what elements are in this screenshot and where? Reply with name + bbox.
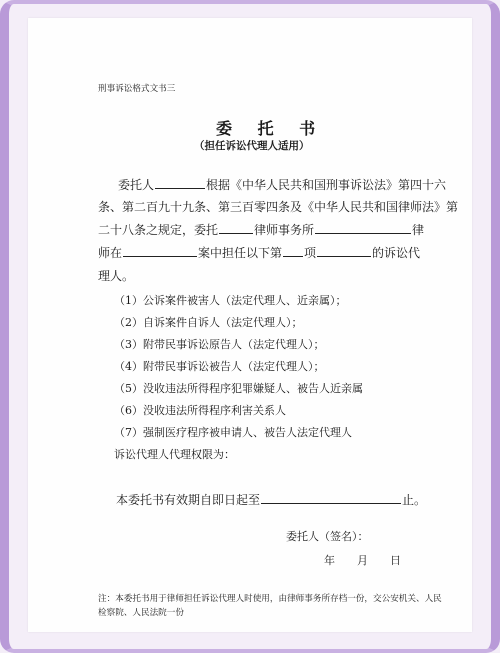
para-line-4	[98, 244, 420, 261]
lawyer-name-blank	[315, 221, 411, 234]
para-line-3	[98, 221, 424, 238]
footnote-line-1: 注：本委托书用于律师担任诉讼代理人时使用，由律师事务所存档一份，交公安机关、人民	[98, 594, 442, 604]
list-item: （5）没收违法所得程序犯罪嫌疑人、被告人近亲属	[114, 382, 363, 395]
para-line-4-text-c: 项	[304, 246, 317, 260]
validity-line	[116, 491, 426, 508]
document-subtitle: （担任诉讼代理人适用）	[194, 140, 310, 152]
list-item: （7）强制医疗程序被申请人、被告人法定代理人	[114, 426, 352, 439]
signature-label: 委托人（签名）：	[286, 530, 369, 543]
list-item: （3）附带民事诉讼原告人（法定代理人）；	[114, 338, 325, 351]
client-name-blank	[155, 176, 205, 189]
client-label: 委托人	[118, 178, 155, 192]
para-line-1-text: 根据《中华人民共和国刑事诉讼法》第四十六	[206, 178, 447, 192]
list-item: （1）公诉案件被害人（法定代理人、近亲属）；	[114, 294, 347, 307]
law-firm-blank	[219, 221, 253, 234]
list-item: （2）自诉案件自诉人（法定代理人）；	[114, 316, 303, 329]
list-item: （4）附带民事诉讼被告人（法定代理人）；	[114, 360, 325, 373]
role-blank	[317, 244, 371, 257]
footnote-line-2: 检察院、人民法院一份	[98, 608, 184, 618]
validity-text: 本委托书有效期自即日起至	[116, 493, 261, 507]
validity-end-text: 止。	[402, 493, 427, 507]
authority-label: 诉讼代理人代理权限为：	[114, 448, 235, 461]
document-page	[28, 18, 472, 632]
para-line-3-text-a: 二十八条之规定，委托	[98, 223, 219, 237]
case-name-blank	[123, 244, 197, 257]
para-line-3-text-c: 律	[412, 223, 425, 237]
para-line-2: 条、第二百九十九条、第三百零四条及《中华人民共和国律师法》第	[98, 200, 459, 214]
para-line-4-text-b: 案中担任以下第	[198, 246, 283, 260]
para-line-4-text-a: 师在	[98, 246, 123, 260]
law-firm-label: 律师事务所	[254, 223, 315, 237]
format-label: 刑事诉讼格式文书三	[98, 84, 176, 94]
document-title: 委 托 书	[216, 119, 326, 138]
para-line-4-text-d: 的诉讼代	[372, 246, 421, 260]
para-line-1	[118, 176, 446, 193]
list-item: （6）没收违法所得程序利害关系人	[114, 404, 286, 417]
validity-date-blank	[261, 491, 401, 504]
item-number-blank	[283, 244, 303, 257]
para-line-5: 理人。	[98, 269, 135, 283]
date-label: 年 月 日	[324, 554, 401, 567]
